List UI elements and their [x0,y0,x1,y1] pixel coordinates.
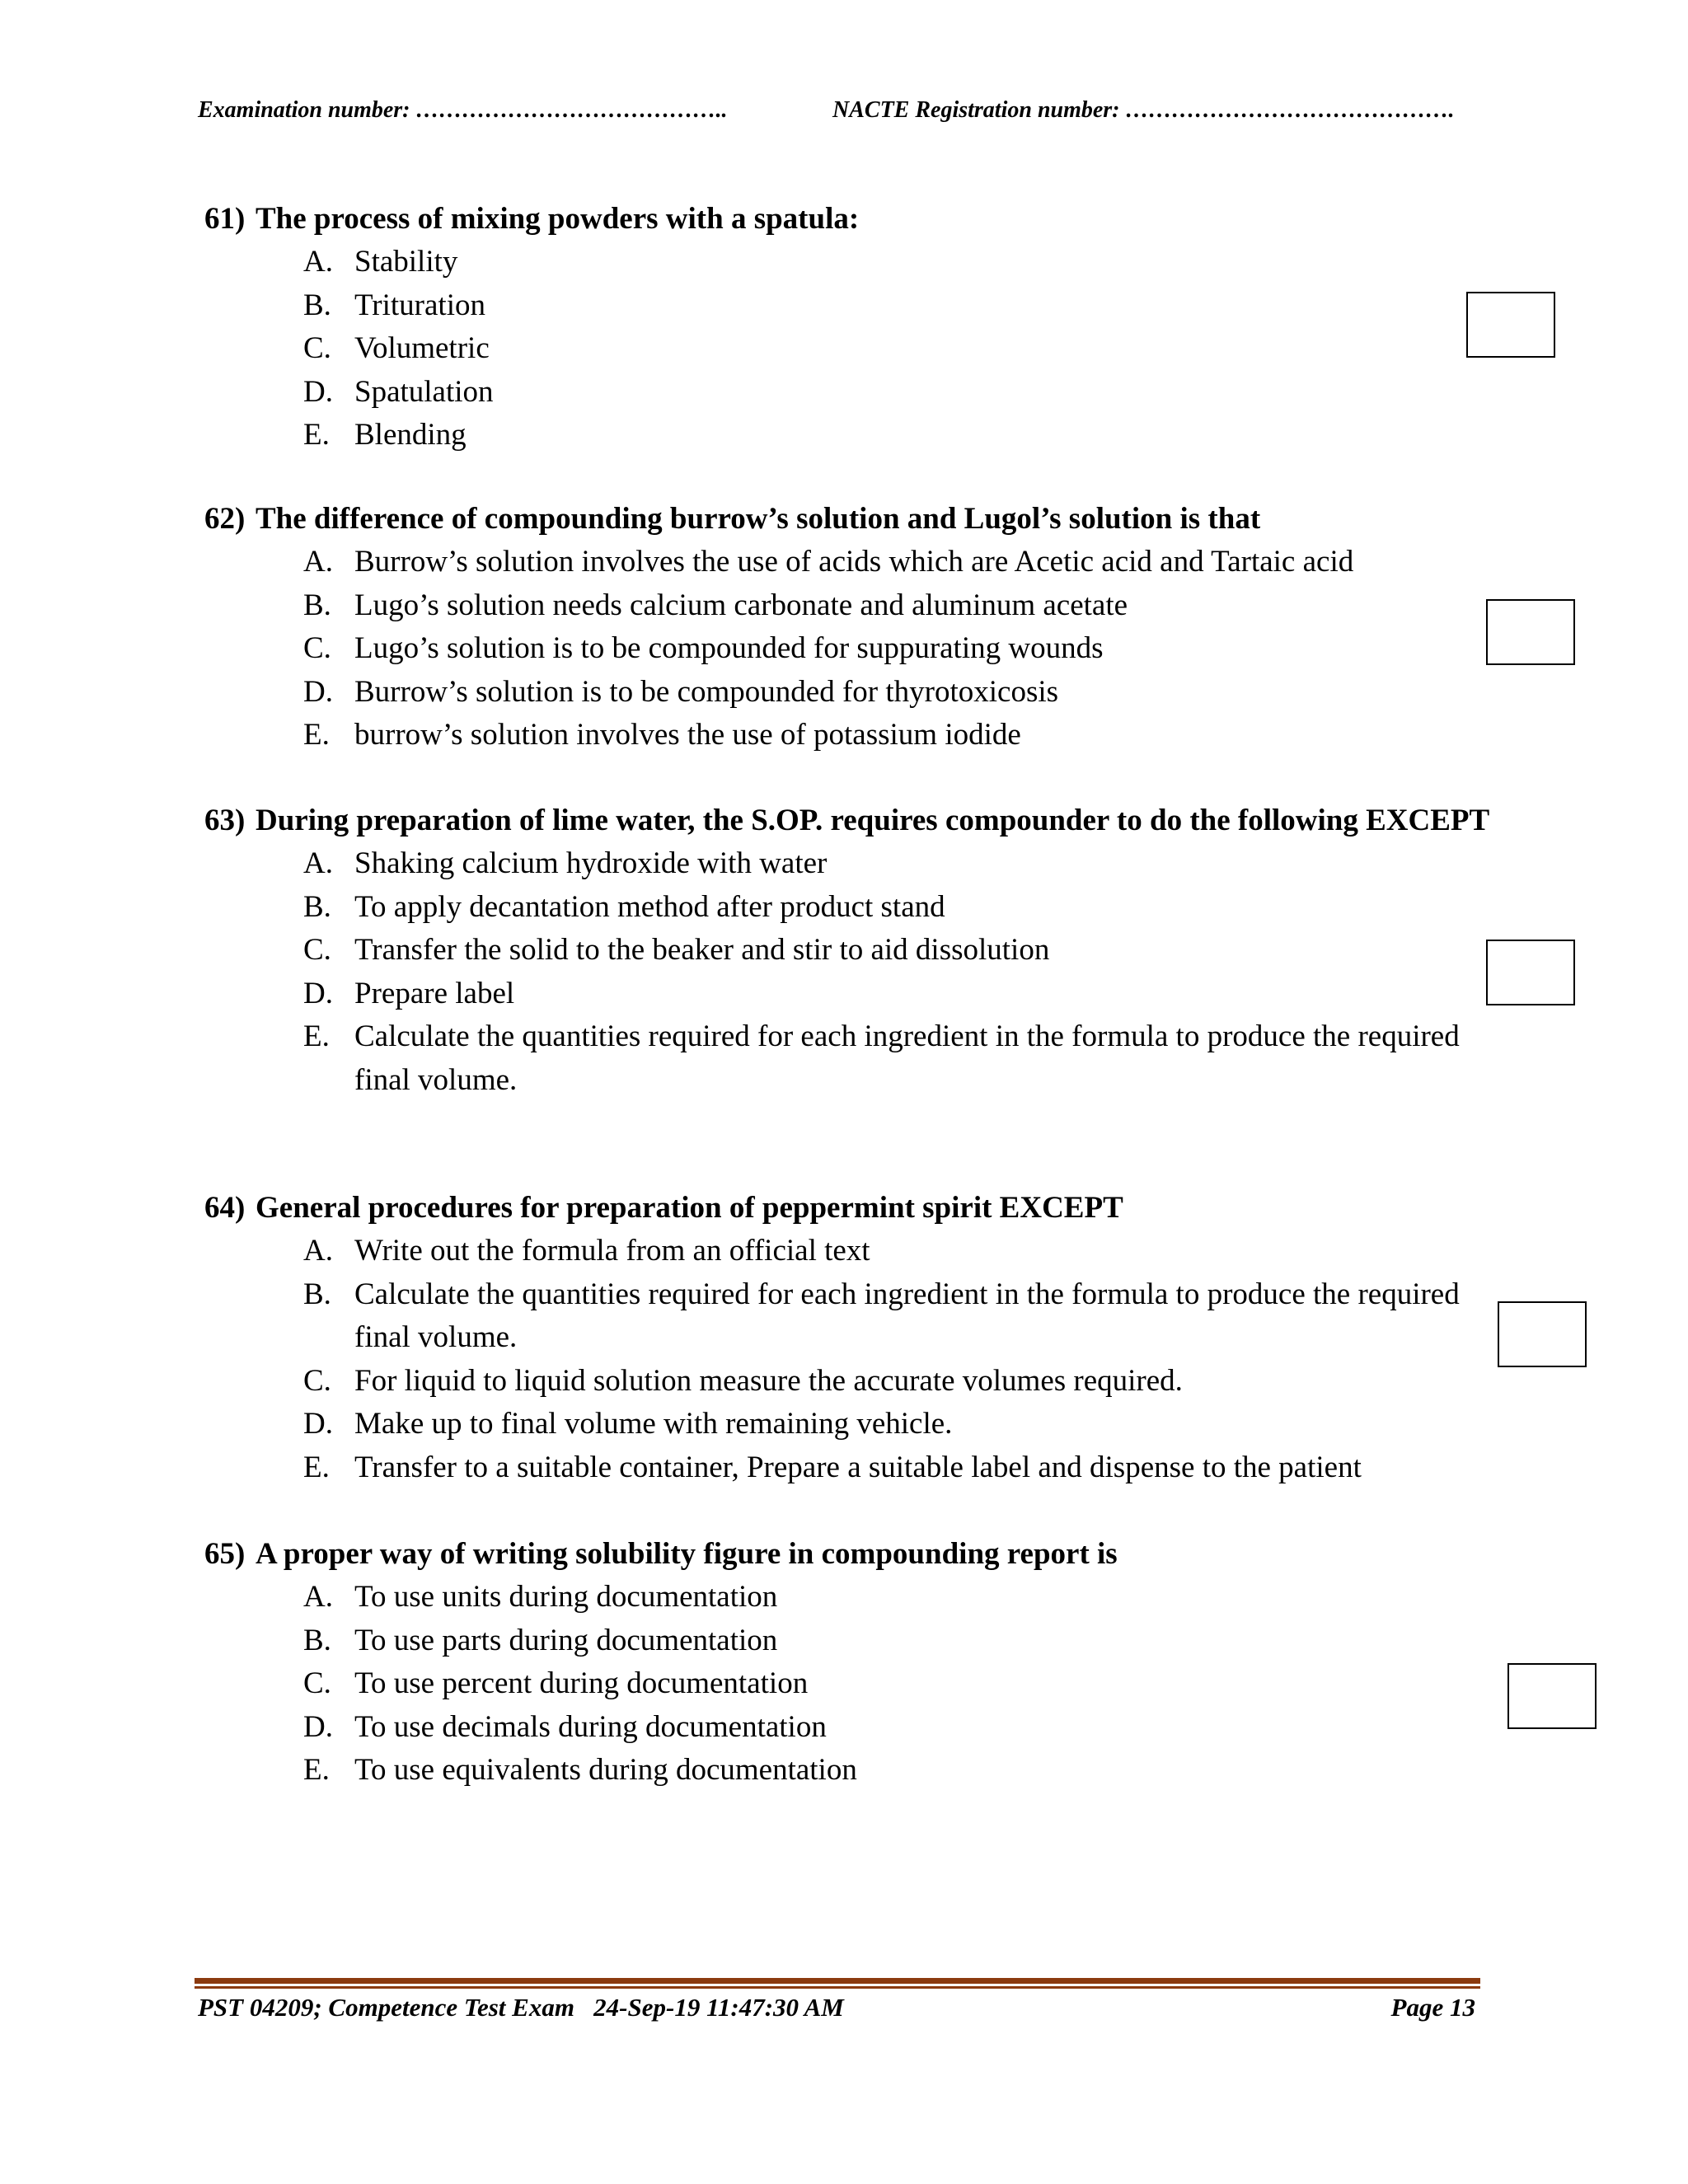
footer-divider [195,1978,1480,1984]
option-e: E. Transfer to a suitable container, Prepare a suitable label and dispense to the patient [303,1450,1362,1484]
option-d: D. Spatulation [303,374,494,409]
option-e: E. Calculate the quantities required for each ingredient in the formula to produce the required final volume. [303,1019,1460,1097]
option-a: A. Stability [303,245,458,279]
question-number: 64) [204,1191,246,1225]
question-number: 63) [204,804,246,837]
option-b: B. To apply decantation method after product stand [303,889,945,924]
question-title [204,1187,1507,1230]
question-text: General procedures for preparation of peppermint spirit EXCEPT [256,1191,1123,1225]
option-list [204,241,1507,457]
answer-box-64[interactable] [1498,1301,1587,1367]
option-d: D. Make up to final volume with remaining vehicle. [303,1407,953,1441]
option-a: A. Write out the formula from an official text [303,1234,870,1268]
examination-number-label: Examination number: ………………………………….. [198,97,728,123]
answer-box-62[interactable] [1486,599,1575,665]
option-d: D. To use decimals during documentation [303,1709,827,1744]
option-b: B. Calculate the quantities required for each ingredient in the formula to produce the required final volume. [303,1277,1460,1354]
exam-info: PST 04209; Competence Test Exam 24-Sep-19 11:47:30 AM [198,1993,844,2022]
option-e: E. burrow’s solution involves the use of potassium iodide [303,718,1021,752]
question-text: A proper way of writing solubility figure in compounding report is [256,1537,1118,1571]
option-e: E. To use equivalents during documentation [303,1753,857,1787]
option-d: D. Burrow’s solution is to be compounded for thyrotoxicosis [303,674,1059,709]
question-65 [204,1533,1507,1793]
option-e: E. Blending [303,418,467,452]
question-number: 62) [204,502,246,536]
option-a: A. Burrow’s solution involves the use of acids which are Acetic acid and Tartaic acid [303,545,1354,579]
question-text: During preparation of lime water, the S.OP. requires compounder to do the following EXCEPT [256,804,1490,837]
question-title [204,498,1507,541]
question-text: The difference of compounding burrow’s solution and Lugol’s solution is that [256,502,1261,536]
page-number: Page 13 [1390,1993,1475,2022]
question-number: 61) [204,202,246,236]
page-footer [198,1993,1475,2029]
page-header [198,97,1523,130]
question-64 [204,1187,1507,1489]
question-62 [204,498,1507,757]
option-d: D. Prepare label [303,976,515,1010]
option-c: C. Transfer the solid to the beaker and stir to aid dissolution [303,933,1050,967]
answer-box-61[interactable] [1466,292,1555,358]
option-a: A. To use units during documentation [303,1580,778,1614]
question-title [204,799,1507,842]
option-c: C. Lugo’s solution is to be compounded for suppurating wounds [303,631,1104,665]
answer-box-63[interactable] [1486,940,1575,1005]
option-b: B. Trituration [303,288,485,322]
option-list [204,1576,1507,1793]
option-list [204,541,1507,757]
option-c: C. To use percent during documentation [303,1666,809,1700]
question-63 [204,799,1507,1102]
option-b: B. Lugo’s solution needs calcium carbonate and aluminum acetate [303,588,1128,622]
footer-divider-thin [195,1986,1480,1989]
question-title [204,1533,1507,1576]
option-a: A. Shaking calcium hydroxide with water [303,846,828,880]
option-c: C. Volumetric [303,331,490,365]
option-list [204,1230,1507,1489]
option-c: C. For liquid to liquid solution measure the accurate volumes required. [303,1363,1183,1398]
answer-box-65[interactable] [1507,1663,1597,1729]
nacte-registration-label: NACTE Registration number: ……………………………………. [832,97,1455,123]
question-number: 65) [204,1537,246,1571]
question-text: The process of mixing powders with a spatula: [256,202,860,236]
question-title [204,198,1507,241]
question-61 [204,198,1507,457]
option-b: B. To use parts during documentation [303,1623,778,1657]
option-list [204,842,1507,1102]
